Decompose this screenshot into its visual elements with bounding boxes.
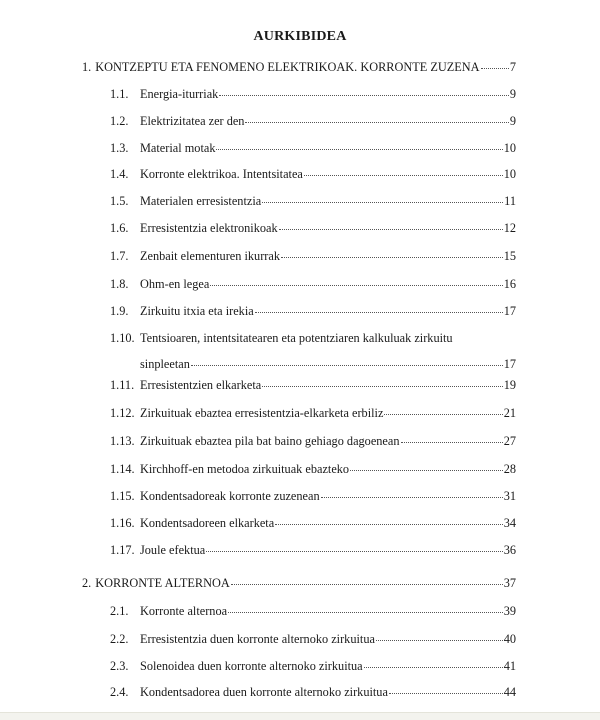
entry-title: Materialen erresistentzia bbox=[140, 194, 262, 208]
toc-entry[interactable] bbox=[110, 603, 516, 619]
entry-title: Zirkuituak ebaztea pila bat baino gehiago dagoenean bbox=[140, 434, 400, 448]
dot-leader bbox=[275, 524, 503, 525]
entry-number: 1.15. bbox=[110, 489, 135, 503]
entry-number: 1. bbox=[82, 60, 92, 74]
dot-leader bbox=[376, 640, 503, 641]
entry-title: Erresistentzia elektronikoak bbox=[140, 221, 278, 235]
toc-entry[interactable] bbox=[110, 631, 516, 647]
toc-title: AURKIBIDEA bbox=[253, 29, 347, 44]
entry-title: KORRONTE ALTERNOA bbox=[95, 576, 230, 590]
dot-leader bbox=[216, 149, 502, 150]
entry-number: 2.3. bbox=[110, 659, 129, 673]
dot-leader bbox=[364, 667, 503, 668]
toc-entry[interactable] bbox=[110, 86, 516, 102]
entry-page: 17 bbox=[503, 357, 516, 371]
toc-entry[interactable] bbox=[110, 684, 516, 700]
entry-title: Kondentsadoreak korronte zuzenean bbox=[140, 489, 320, 503]
entry-number: 1.1. bbox=[110, 87, 129, 101]
entry-title: Zirkuitu itxia eta irekia bbox=[140, 304, 254, 318]
entry-title: Zirkuituak ebaztea erresistentzia-elkarketa erbiliz bbox=[140, 406, 384, 420]
dot-leader bbox=[384, 414, 502, 415]
entry-title: Energia-iturriak bbox=[140, 87, 219, 101]
toc-entry[interactable] bbox=[110, 248, 516, 264]
entry-title: Material motak bbox=[140, 141, 216, 155]
entry-title: Kondentsadorea duen korronte alternoko zirkuitua bbox=[140, 685, 388, 699]
toc-entry[interactable] bbox=[110, 377, 516, 393]
entry-title: Solenoidea duen korronte alternoko zirkuitua bbox=[140, 659, 363, 673]
dot-leader bbox=[219, 95, 509, 96]
entry-number: 2.2. bbox=[110, 632, 129, 646]
dot-leader bbox=[255, 312, 503, 313]
entry-page: 21 bbox=[503, 406, 516, 420]
entry-number: 1.9. bbox=[110, 304, 129, 318]
toc-entry[interactable] bbox=[110, 220, 516, 236]
dot-leader bbox=[228, 612, 503, 613]
entry-page: 10 bbox=[503, 141, 516, 155]
entry-title: Korronte elektrikoa. Intentsitatea bbox=[140, 167, 303, 181]
toc-entry[interactable] bbox=[110, 658, 516, 674]
entry-number: 2. bbox=[82, 576, 92, 590]
toc-entry[interactable] bbox=[82, 59, 516, 75]
toc-entry[interactable] bbox=[110, 276, 516, 292]
toc-entry[interactable] bbox=[110, 140, 516, 156]
entry-number: 2.1. bbox=[110, 604, 129, 618]
entry-title: Erresistentzien elkarketa bbox=[140, 378, 262, 392]
dot-leader bbox=[401, 442, 503, 443]
entry-page: 17 bbox=[503, 304, 516, 318]
toc-entry[interactable] bbox=[110, 166, 516, 182]
toc-entry[interactable] bbox=[110, 113, 516, 129]
entry-page: 27 bbox=[503, 434, 516, 448]
toc-entry[interactable] bbox=[110, 193, 516, 209]
toc-entry[interactable] bbox=[110, 461, 516, 477]
dot-leader bbox=[389, 693, 503, 694]
entry-number: 1.7. bbox=[110, 249, 129, 263]
entry-page: 31 bbox=[503, 489, 516, 503]
entry-title: Kondentsadoreen elkarketa bbox=[140, 516, 275, 530]
entry-number: 1.10. bbox=[110, 331, 135, 345]
entry-title: Korronte alternoa bbox=[140, 604, 228, 618]
entry-number: 1.17. bbox=[110, 543, 135, 557]
entry-page: 15 bbox=[503, 249, 516, 263]
toc-entry[interactable] bbox=[110, 488, 516, 504]
dot-leader bbox=[481, 68, 509, 69]
entry-title: KONTZEPTU ETA FENOMENO ELEKTRIKOAK. KORRONTE ZUZENA bbox=[95, 60, 480, 74]
entry-number: 1.11. bbox=[110, 378, 135, 392]
dot-leader bbox=[321, 497, 503, 498]
dot-leader bbox=[262, 202, 503, 203]
entry-title: Zenbait elementuren ikurrak bbox=[140, 249, 280, 263]
toc-entry[interactable] bbox=[110, 303, 516, 319]
entry-number: 1.3. bbox=[110, 141, 129, 155]
entry-number: 1.5. bbox=[110, 194, 129, 208]
entry-number: 1.4. bbox=[110, 167, 129, 181]
entry-title: Tentsioaren, intentsitatearen eta potentziaren kalkuluak zirkuitu bbox=[140, 331, 453, 345]
dot-leader bbox=[210, 285, 502, 286]
entry-page: 9 bbox=[509, 114, 516, 128]
entry-page: 16 bbox=[503, 277, 516, 291]
dot-leader bbox=[206, 551, 502, 552]
entry-page: 10 bbox=[503, 167, 516, 181]
dot-leader bbox=[231, 584, 503, 585]
entry-page: 19 bbox=[503, 378, 516, 392]
dot-leader bbox=[350, 470, 503, 471]
dot-leader bbox=[245, 122, 508, 123]
toc-entry[interactable] bbox=[110, 515, 516, 531]
entry-page: 40 bbox=[503, 632, 516, 646]
toc-entry[interactable] bbox=[82, 575, 516, 591]
toc-entry[interactable] bbox=[110, 405, 516, 421]
entry-title: Kirchhoff-en metodoa zirkuituak ebazteko bbox=[140, 462, 350, 476]
entry-title-continued: sinpleetan bbox=[140, 357, 190, 371]
entry-number: 1.16. bbox=[110, 516, 135, 530]
dot-leader bbox=[304, 175, 503, 176]
entry-page: 28 bbox=[503, 462, 516, 476]
entry-page: 36 bbox=[503, 543, 516, 557]
entry-title: Erresistentzia duen korronte alternoko zirkuitua bbox=[140, 632, 375, 646]
entry-number: 1.14. bbox=[110, 462, 135, 476]
entry-page: 12 bbox=[503, 221, 516, 235]
entry-number: 1.13. bbox=[110, 434, 135, 448]
entry-page: 9 bbox=[509, 87, 516, 101]
toc-entry[interactable] bbox=[110, 542, 516, 558]
dot-leader bbox=[281, 257, 503, 258]
entry-number: 1.8. bbox=[110, 277, 129, 291]
entry-page: 34 bbox=[503, 516, 516, 530]
entry-title: Elektrizitatea zer den bbox=[140, 114, 245, 128]
entry-number: 1.12. bbox=[110, 406, 135, 420]
entry-page: 7 bbox=[509, 60, 516, 74]
entry-number: 2.4. bbox=[110, 685, 129, 699]
dot-leader bbox=[262, 386, 503, 387]
toc-entry[interactable] bbox=[110, 433, 516, 449]
entry-title: Joule efektua bbox=[140, 543, 206, 557]
entry-page: 39 bbox=[503, 604, 516, 618]
dot-leader bbox=[279, 229, 503, 230]
entry-page: 44 bbox=[503, 685, 516, 699]
entry-title: Ohm-en legea bbox=[140, 277, 210, 291]
entry-number: 1.2. bbox=[110, 114, 129, 128]
entry-page: 11 bbox=[504, 194, 516, 208]
dot-leader bbox=[191, 365, 503, 366]
entry-page: 41 bbox=[503, 659, 516, 673]
entry-number: 1.6. bbox=[110, 221, 129, 235]
entry-page: 37 bbox=[503, 576, 516, 590]
toc-entry[interactable] bbox=[110, 330, 516, 372]
